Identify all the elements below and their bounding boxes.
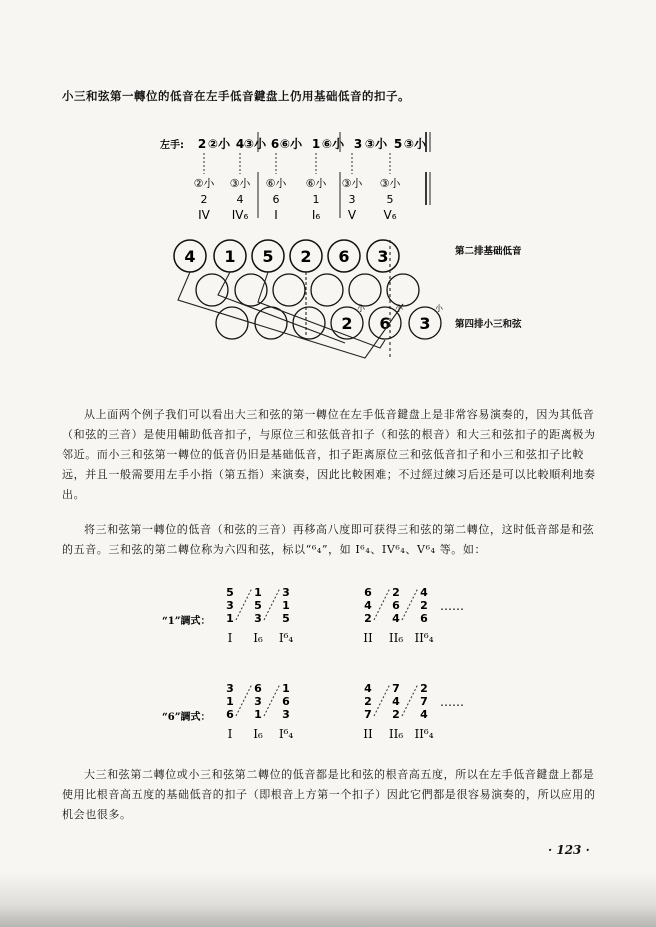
bass-row-note: 1 <box>312 193 320 206</box>
chord-roman: II₆ <box>388 631 404 645</box>
mid-row-note: ③小 <box>379 177 401 190</box>
chord-roman: I₆ <box>253 631 263 645</box>
inversion-svg <box>0 580 656 760</box>
figure-caption: 小三和弦第一轉位的低音在左手低音鍵盘上仍用基础低音的扣子。 <box>62 89 410 103</box>
chord-note: 4 <box>392 612 400 625</box>
row4-button-circle <box>216 307 248 339</box>
chord-note: 4 <box>420 708 428 721</box>
chord-note: 2 <box>420 599 428 612</box>
top-row-note: ③小 <box>403 137 427 151</box>
chord-note: 3 <box>226 682 234 695</box>
chord-note: 5 <box>282 612 290 625</box>
mid-row-note: ⑥小 <box>265 177 287 190</box>
roman-numeral: I₆ <box>311 208 321 222</box>
chord-roman: II⁶₄ <box>414 631 434 645</box>
chord-note: 2 <box>364 612 372 625</box>
top-button-number: 3 <box>377 247 389 266</box>
top-button-number: 5 <box>262 247 274 266</box>
chord-roman: I <box>227 727 233 741</box>
chord-note: 4 <box>392 695 400 708</box>
inversion-examples <box>0 580 656 760</box>
chord-note: 1 <box>254 586 262 599</box>
minor-mark: 小 <box>395 304 403 313</box>
diagram-svg <box>0 0 656 400</box>
chord-note: 5 <box>254 599 262 612</box>
page-number: · 123 · <box>548 843 590 857</box>
chord-note: 1 <box>282 599 290 612</box>
chord-note: 6 <box>392 599 400 612</box>
inversion-arrow <box>264 684 280 716</box>
chord-note: 1 <box>226 612 234 625</box>
connector-line <box>258 272 385 348</box>
row4-button-circle <box>255 307 287 339</box>
chord-roman: II <box>363 727 373 741</box>
top-row-note: ⑥小 <box>321 137 345 151</box>
mid-row-note: ⑥小 <box>305 177 327 190</box>
chord-note: 7 <box>392 682 400 695</box>
chord-note: 2 <box>364 695 372 708</box>
minor-chord-label: 第四排小三和弦 <box>455 319 522 330</box>
chord-roman: I⁶₄ <box>278 631 294 645</box>
chord-note: 4 <box>364 599 372 612</box>
continuation-dots: …… <box>440 695 464 709</box>
roman-numeral: V₆ <box>383 208 397 222</box>
top-row-note: ②小 <box>207 137 231 151</box>
left-hand-label: 左手: <box>160 140 184 151</box>
mid-row-note: ③小 <box>229 177 251 190</box>
chord-note: 3 <box>282 586 290 599</box>
row3-button-circle <box>273 274 305 306</box>
top-button-number: 4 <box>184 247 196 266</box>
roman-numeral: I <box>274 208 278 222</box>
inversion-arrow <box>264 588 280 620</box>
bass-row-note: 6 <box>272 193 280 206</box>
chord-note: 7 <box>420 695 428 708</box>
continuation-dots: …… <box>440 599 464 613</box>
chord-note: 3 <box>282 708 290 721</box>
chord-note: 6 <box>420 612 428 625</box>
chord-roman: II₆ <box>388 727 404 741</box>
minor-button-number: 2 <box>341 314 353 333</box>
inversion-arrow <box>402 588 418 620</box>
row3-button-circle <box>349 274 381 306</box>
chord-note: 6 <box>226 708 234 721</box>
row3-button-circle <box>387 274 419 306</box>
row3-button-circle <box>196 274 228 306</box>
chord-note: 3 <box>254 695 262 708</box>
roman-numeral: V <box>347 208 357 222</box>
connector-line <box>178 272 403 358</box>
form-label: “6”調式： <box>162 712 211 723</box>
bass-keyboard-diagram <box>0 0 656 400</box>
minor-mark: 小 <box>435 304 443 313</box>
inversion-arrow <box>402 684 418 716</box>
form-label: “1”調式： <box>162 616 211 627</box>
bass-row-note: 3 <box>348 193 356 206</box>
chord-note: 3 <box>226 599 234 612</box>
paragraph-1: 从上面两个例子我们可以看出大三和弦的第一轉位在左手低音鍵盘上是非常容易演奏的，因为其低音（和弦的三音）是使用輔助低音扣子，与原位三和弦低音扣子（和弦的根音）和大三和弦扣子的距离极为邻近。而小三和弦第一轉位的低音仍旧是基础低音，扣子距离原位三和弦低音扣子和小三和弦扣子比較远，并且一般需要用左手小指（第五指）来演奏，因此比較困难；不过經过練习后还是可以比較順利地奏出。 <box>62 408 596 501</box>
minor-mark: 小 <box>357 304 365 313</box>
top-row-note: 6 <box>270 137 280 151</box>
paragraph-3: 大三和弦第二轉位或小三和弦第二轉位的低音都是比和弦的根音高五度，所以在左手低音鍵盘上都是使用比根音高五度的基础低音的扣子（即根音上方第一个扣子）因此它們都是很容易演奏的，所以应用的机会也很多。 <box>62 768 596 821</box>
chord-note: 4 <box>420 586 428 599</box>
roman-numeral: IV <box>198 208 210 222</box>
chord-note: 2 <box>420 682 428 695</box>
top-button-number: 6 <box>338 247 350 266</box>
chord-note: 7 <box>364 708 372 721</box>
minor-button-number: 3 <box>419 314 431 333</box>
paragraph-2: 将三和弦第一轉位的低音（和弦的三音）再移高八度即可获得三和弦的第二轉位，这时低音部是和弦的五音。三和弦的第二轉位称为六四和弦，标以“⁶₄”，如 I⁶₄、IV⁶₄、V⁶₄ 等。如： <box>62 523 595 556</box>
chord-roman: II⁶₄ <box>414 727 434 741</box>
bass-row-note: 4 <box>236 193 244 206</box>
bass-row-note: 2 <box>200 193 208 206</box>
base-bass-label: 第二排基础低音 <box>455 246 522 257</box>
chord-note: 4 <box>364 682 372 695</box>
inversion-arrow <box>374 588 390 620</box>
inversion-arrow <box>236 684 252 716</box>
mid-row-note: ②小 <box>193 177 215 190</box>
chord-note: 2 <box>392 708 400 721</box>
minor-button-number: 6 <box>379 314 391 333</box>
top-row-note: 3 <box>353 137 363 151</box>
chord-note: 2 <box>392 586 400 599</box>
chord-note: 6 <box>364 586 372 599</box>
chord-note: 6 <box>282 695 290 708</box>
top-row-note: ③小 <box>364 137 388 151</box>
chord-roman: I <box>227 631 233 645</box>
top-row-note: 5 <box>393 137 403 151</box>
chord-note: 5 <box>226 586 234 599</box>
chord-note: 1 <box>282 682 290 695</box>
chord-note: 3 <box>254 612 262 625</box>
top-row-note: ⑥小 <box>279 137 303 151</box>
chord-note: 1 <box>254 708 262 721</box>
top-row-note: 1 <box>311 137 321 151</box>
chord-roman: I⁶₄ <box>278 727 294 741</box>
top-row-note: ③小 <box>243 137 267 151</box>
bass-row-note: 5 <box>386 193 394 206</box>
roman-numeral: IV₆ <box>231 208 249 222</box>
row3-button-circle <box>311 274 343 306</box>
chord-note: 1 <box>226 695 234 708</box>
scan-edge <box>0 872 656 927</box>
top-button-number: 1 <box>224 247 236 266</box>
top-row-note: 2 <box>197 137 207 151</box>
top-row-note: 4 <box>235 137 245 151</box>
chord-roman: II <box>363 631 373 645</box>
inversion-arrow <box>374 684 390 716</box>
top-button-number: 2 <box>300 247 312 266</box>
mid-row-note: ③小 <box>341 177 363 190</box>
inversion-arrow <box>236 588 252 620</box>
chord-roman: I₆ <box>253 727 263 741</box>
chord-note: 6 <box>254 682 262 695</box>
